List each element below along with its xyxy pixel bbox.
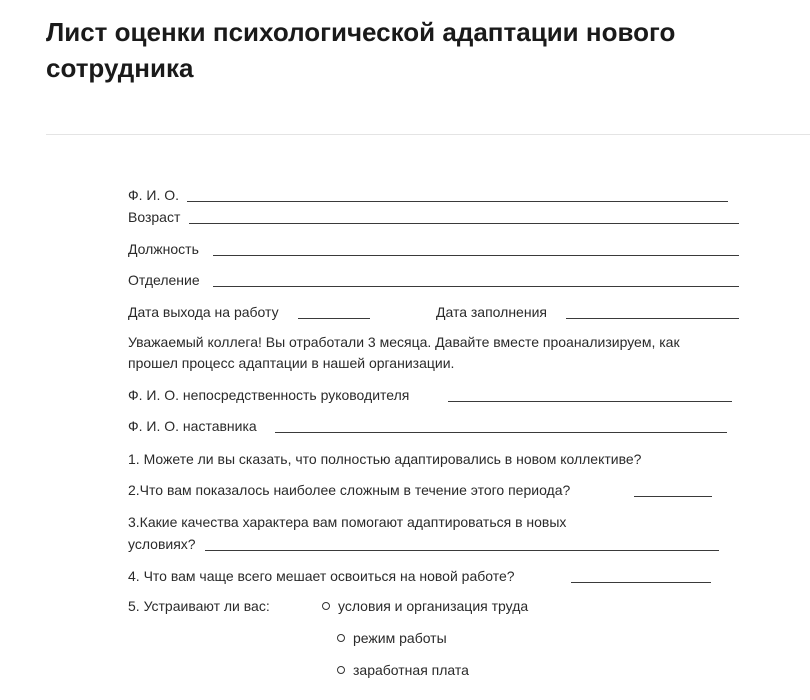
question-2: 2.Что вам показалось наиболее сложным в течение этого периода? [128, 482, 571, 498]
department-label: Отделение [128, 272, 200, 288]
q5-option-3-label: заработная плата [353, 662, 469, 678]
fio-field[interactable] [187, 201, 728, 202]
department-field[interactable] [213, 286, 739, 287]
start-date-label: Дата выхода на работу [128, 304, 279, 320]
manager-field[interactable] [448, 401, 732, 402]
question-3-line1: 3.Какие качества характера вам помогают адаптироваться в новых [128, 514, 567, 530]
fio-label: Ф. И. О. [128, 187, 180, 203]
question-4: 4. Что вам чаще всего мешает освоиться на новой работе? [128, 568, 515, 584]
intro-text-line2: прошел процесс адаптации в нашей организации. [128, 355, 455, 371]
start-date-field[interactable] [298, 318, 370, 319]
q5-option-3[interactable] [337, 661, 469, 679]
position-label: Должность [128, 241, 199, 257]
question-4-field[interactable] [571, 582, 711, 583]
position-field[interactable] [213, 255, 739, 256]
q5-option-1-label: условия и организация труда [338, 598, 529, 614]
mentor-label: Ф. И. О. наставника [128, 418, 257, 434]
question-1: 1. Можете ли вы сказать, что полностью адаптировались в новом коллективе? [128, 451, 642, 467]
circle-bullet-icon[interactable] [337, 634, 345, 642]
question-5: 5. Устраивают ли вас: [128, 598, 270, 614]
intro-text-line1: Уважаемый коллега! Вы отработали 3 месяца. Давайте вместе проанализируем, как [128, 334, 680, 350]
page-title: Лист оценки психологической адаптации нового сотрудника [46, 17, 676, 83]
fill-date-label: Дата заполнения [436, 304, 547, 320]
question-2-field[interactable] [634, 496, 712, 497]
age-label: Возраст [128, 209, 181, 225]
q5-option-1[interactable] [322, 597, 528, 615]
q5-option-2[interactable] [337, 629, 447, 647]
q5-option-2-label: режим работы [353, 630, 447, 646]
question-3-line2: условиях? [128, 536, 196, 552]
fill-date-field[interactable] [566, 318, 739, 319]
manager-label: Ф. И. О. непосредственность руководителя [128, 387, 410, 403]
circle-bullet-icon[interactable] [322, 602, 330, 610]
circle-bullet-icon[interactable] [337, 666, 345, 674]
mentor-field[interactable] [275, 432, 727, 433]
age-field[interactable] [189, 223, 739, 224]
question-3-field[interactable] [205, 550, 719, 551]
